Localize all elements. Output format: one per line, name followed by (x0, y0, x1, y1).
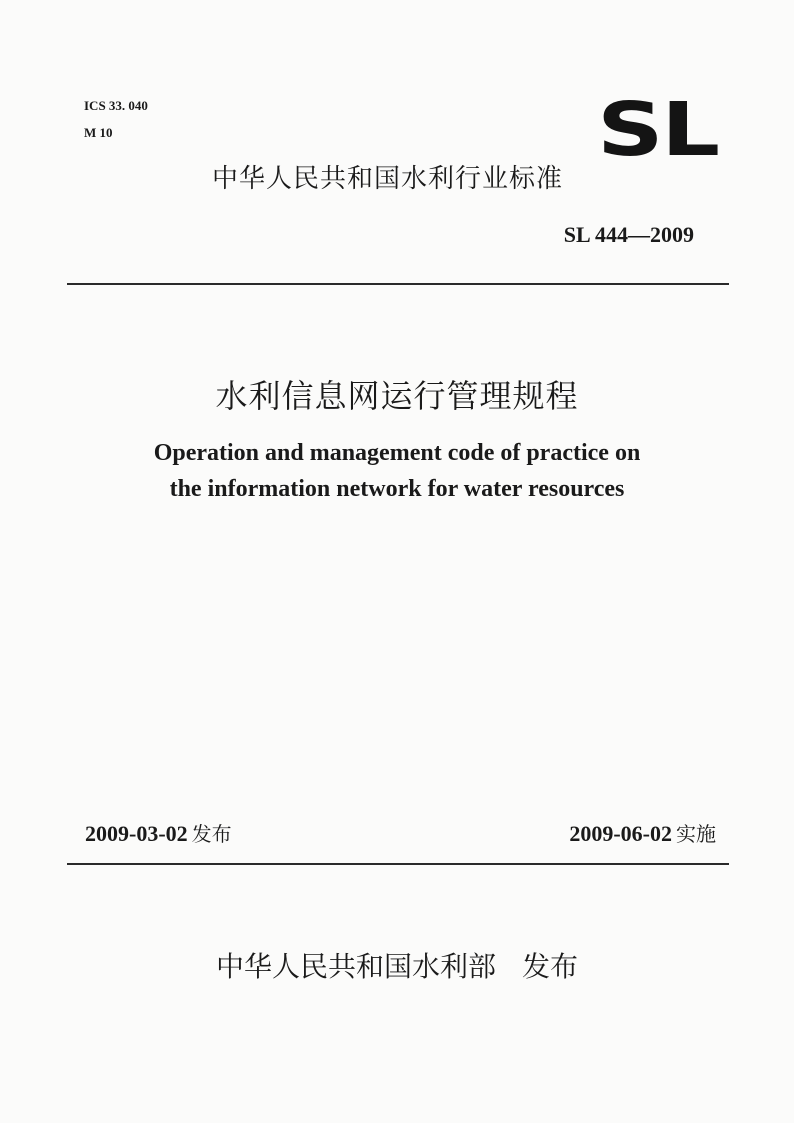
implement-date-block (569, 823, 716, 845)
implement-label: 实施 (676, 822, 716, 846)
issue-date-block (85, 823, 232, 845)
publish-label: 发布 (522, 950, 579, 983)
top-divider (67, 283, 729, 285)
implement-date: 2009-06-02 (569, 821, 672, 846)
title-english-line1: Operation and management code of practice on (153, 440, 641, 466)
publisher-line (0, 950, 794, 983)
issue-date: 2009-03-02 (85, 821, 188, 846)
issue-label: 发布 (191, 822, 232, 846)
ics-code: ICS 33. 040 (84, 98, 148, 113)
standard-number: SL 444—2009 (563, 222, 694, 247)
classification-code: M 10 (84, 125, 113, 140)
publisher-name: 中华人民共和国水利部 (215, 950, 496, 983)
bottom-divider (67, 863, 729, 865)
standard-category: 中华人民共和国水利行业标准 (212, 164, 564, 194)
title-chinese: 水利信息网运行管理规程 (215, 377, 579, 415)
title-english-line2: the information network for water resources (169, 476, 625, 502)
sl-logo: SL (597, 87, 718, 173)
